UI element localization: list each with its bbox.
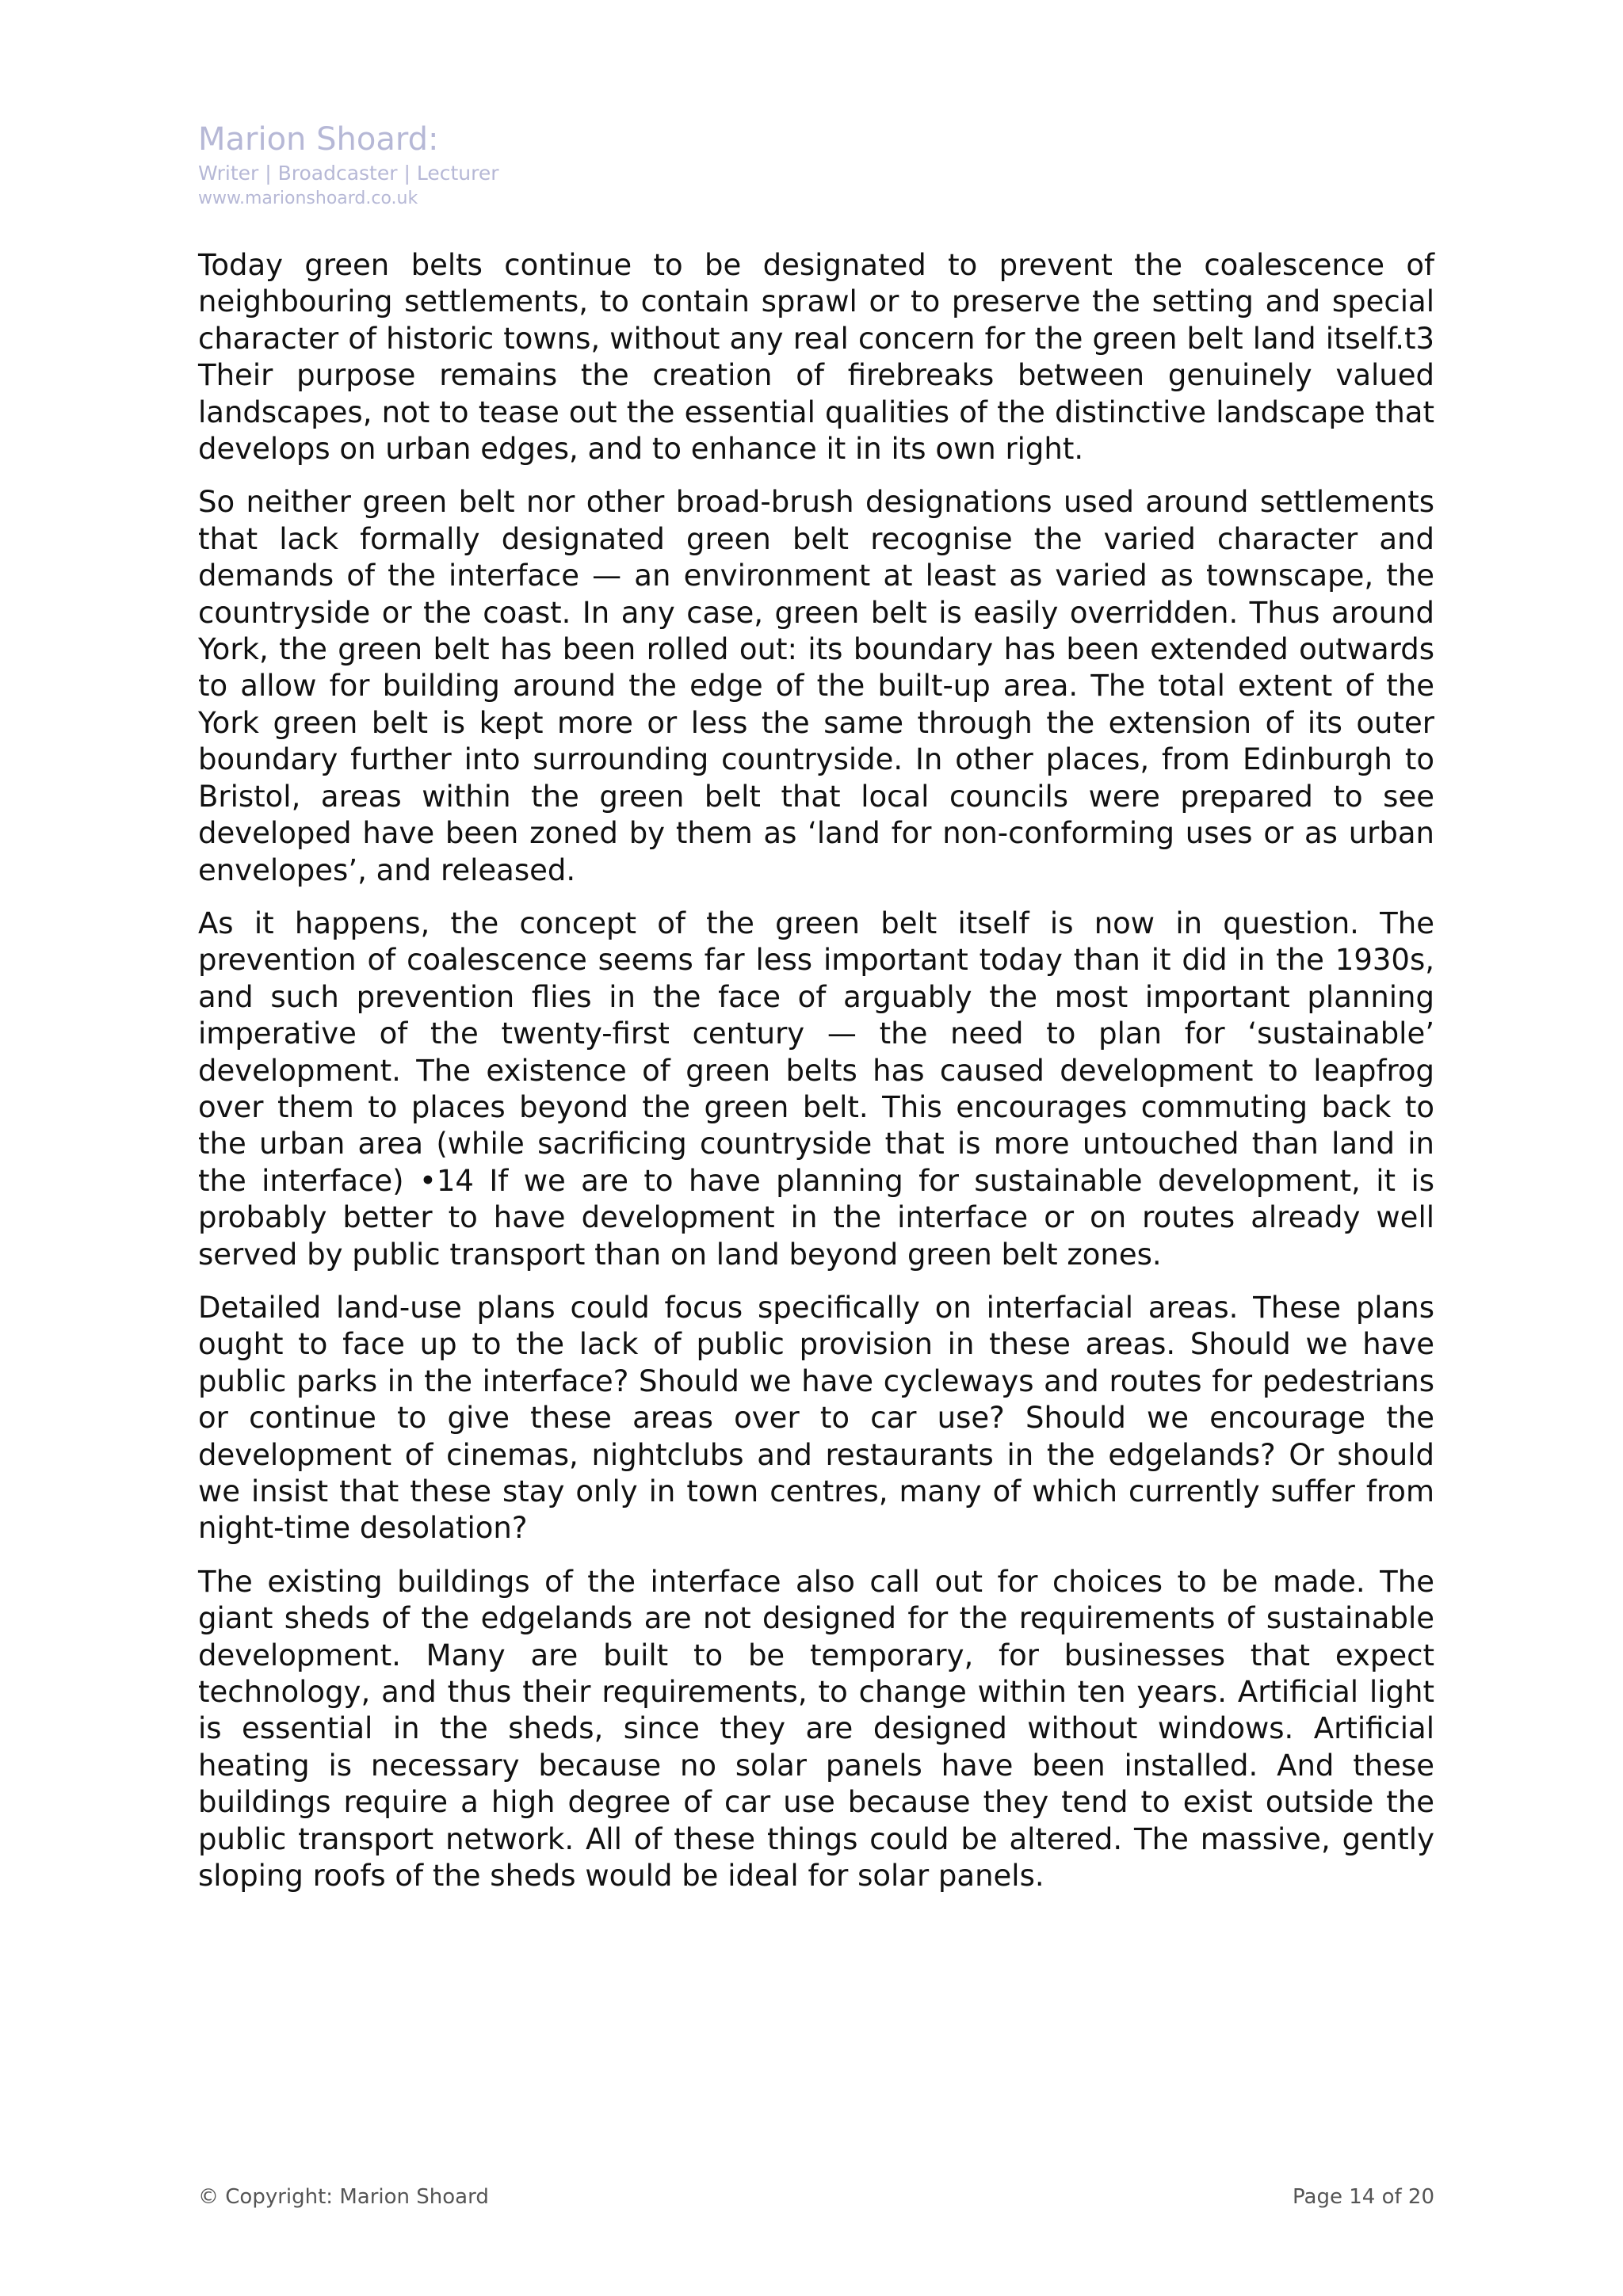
page-footer — [198, 2185, 1434, 2217]
letterhead — [198, 119, 832, 211]
body-text — [198, 247, 1434, 1911]
author-name: Marion Shoard: — [198, 121, 439, 158]
page-number: Page 14 of 20 — [1293, 2185, 1434, 2209]
copyright-notice: © Copyright: Marion Shoard — [198, 2185, 489, 2209]
paragraph-existing-buildings: The existing buildings of the interface also call out for choices to be made. The giant sheds of the edgelands are not designed for the requirements of sustainable development. Many are built to be temporary, for businesses that expect technology, and thus their requirements, to change within ten years. Artificial light is essential in the sheds, since they are designed without windows. Artificial heating is necessary because no solar panels have been installed. And these buildings require a high degree of car use because they tend to exist outside the public transport network. All of these things could be altered. The massive, gently sloping roofs of the sheds would be ideal for solar panels. — [198, 1564, 1434, 1894]
website-url: www.marionshoard.co.uk — [198, 189, 418, 208]
paragraph-broad-brush-designations: So neither green belt nor other broad-brush designations used around settlements that lack formally designated green belt recognise the varied character and demands of the interface — an environment at least as varied as townscape, the countryside or the coast. In any case, green belt is easily overridden. Thus around York, the green belt has been rolled out: its boundary has been extended outwards to allow for building around the edge of the built-up area. The total extent of the York green belt is kept more or less the same through the extension of its outer boundary further into surrounding countryside. In other places, from Edinburgh to Bristol, areas within the green belt that local councils were prepared to see developed have been zoned by them as ‘land for non-conforming uses or as urban envelopes’, and released. — [198, 485, 1434, 887]
paragraph-land-use-plans: Detailed land-use plans could focus specifically on interfacial areas. These plans ought to face up to the lack of public provision in these areas. Should we have public parks in the interface? Should we have cycleways and routes for pedestrians or continue to give these areas over to car use? Should we encourage the development of cinemas, nightclubs and restaurants in the edgelands? Or should we insist that these stay only in town centres, many of which currently suffer from night-time desolation? — [198, 1290, 1434, 1546]
paragraph-concept-in-question: As it happens, the concept of the green belt itself is now in question. The prevention of coalescence seems far less important today than it did in the 1930s, and such prevention flies in the face of arguably the most important planning imperative of the twenty-first century — the need to plan for ‘sustainable’ development. The existence of green belts has caused development to leapfrog over them to places beyond the green belt. This encourages commuting back to the urban area (while sacrificing countryside that is more untouched than land in the interface) •14 If we are to have planning for sustainable development, it is probably better to have development in the interface or on routes already well served by public transport than on land beyond green belt zones. — [198, 906, 1434, 1272]
author-roles: Writer | Broadcaster | Lecturer — [198, 162, 499, 185]
paragraph-green-belt-purpose: Today green belts continue to be designated to prevent the coalescence of neighbouring settlements, to contain sprawl or to preserve the setting and special character of historic towns, without any real concern for the green belt land itself.t3 Their purpose remains the creation of firebreaks between genuinely valued landscapes, not to tease out the essential qualities of the distinctive landscape that develops on urban edges, and to enhance it in its own right. — [198, 248, 1434, 467]
